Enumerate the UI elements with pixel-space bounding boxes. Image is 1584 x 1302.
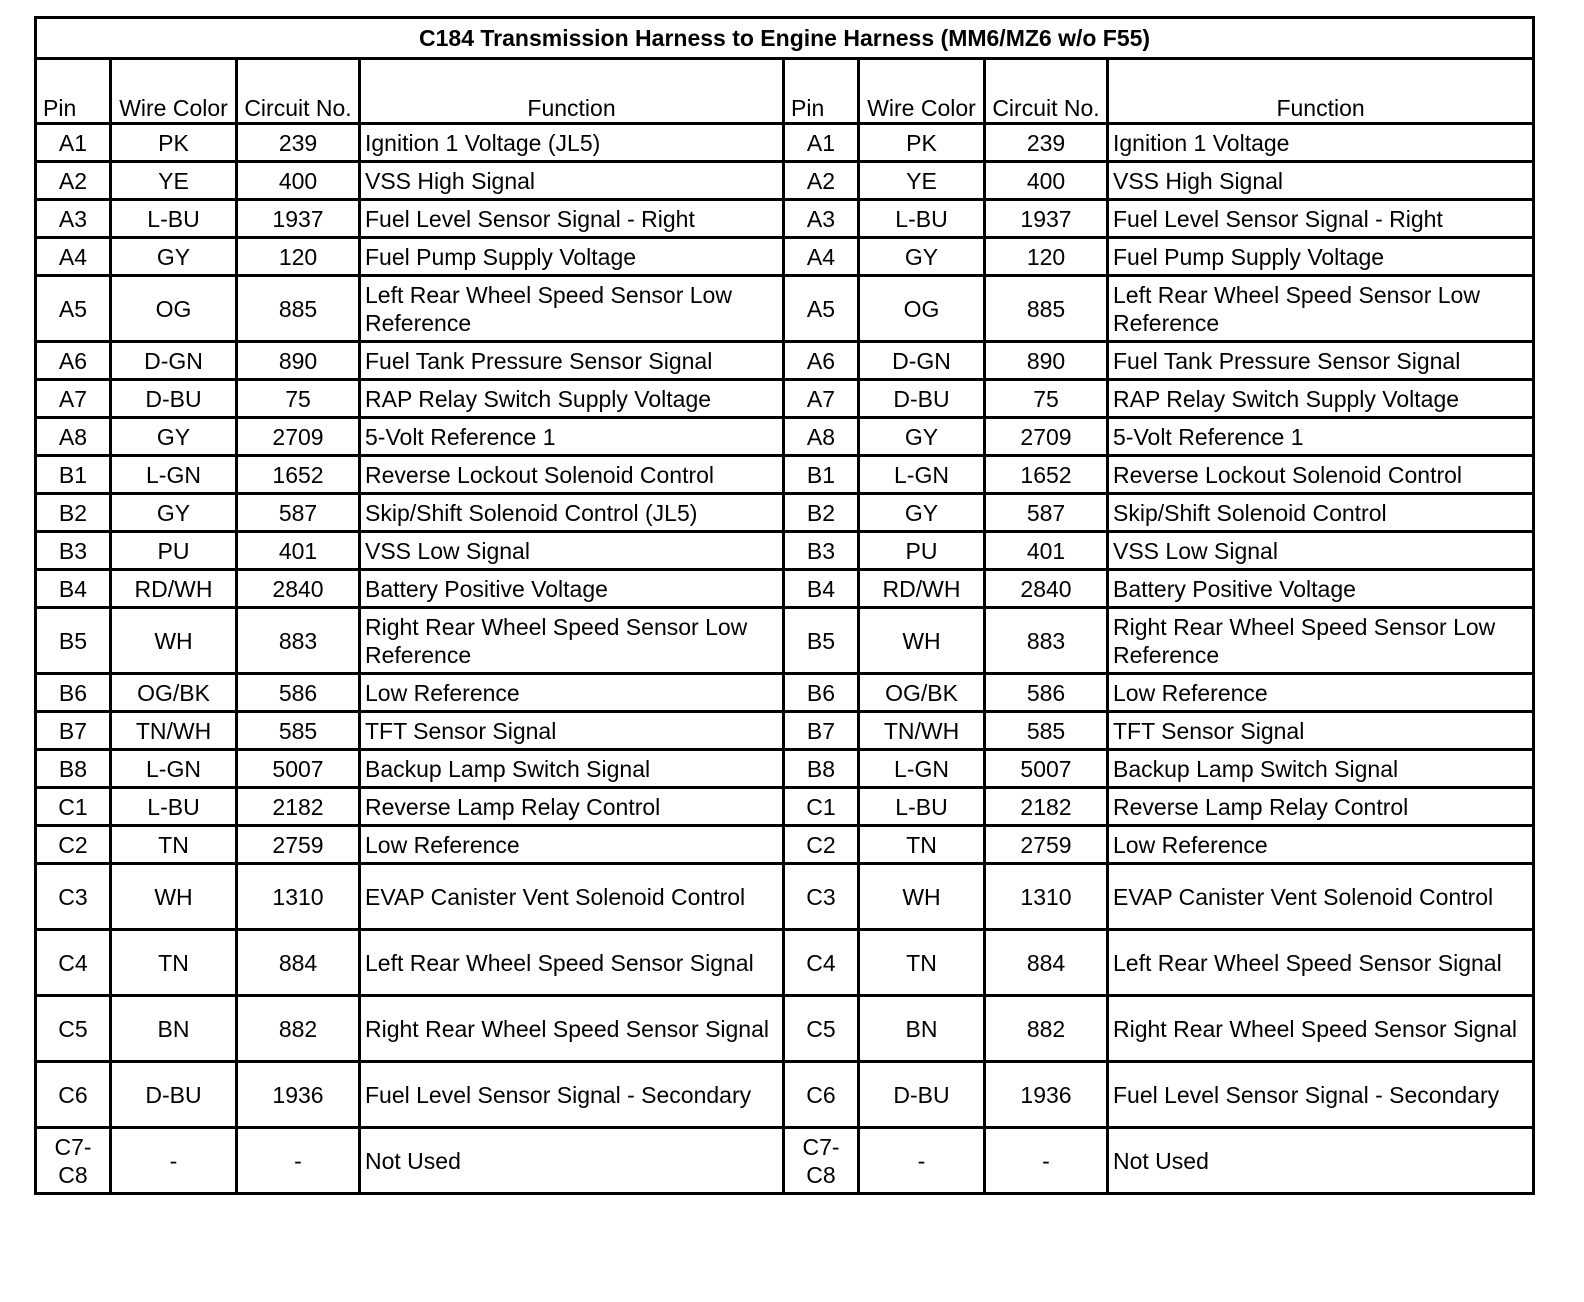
wire-color-cell-left: GY bbox=[111, 418, 237, 456]
function-cell-left: EVAP Canister Vent Solenoid Control bbox=[360, 864, 784, 930]
table-row bbox=[36, 788, 1534, 826]
function-cell-left: Battery Positive Voltage bbox=[360, 570, 784, 608]
pin-cell-left: A2 bbox=[36, 162, 111, 200]
table-title: C184 Transmission Harness to Engine Harness (MM6/MZ6 w/o F55) bbox=[36, 18, 1534, 59]
pin-cell-left: B3 bbox=[36, 532, 111, 570]
circuit-no-cell-left: 884 bbox=[237, 930, 360, 996]
circuit-no-cell-right: 1937 bbox=[985, 200, 1108, 238]
circuit-no-cell-left: 2840 bbox=[237, 570, 360, 608]
function-cell-right: Reverse Lamp Relay Control bbox=[1108, 788, 1534, 826]
pin-cell-right: A1 bbox=[784, 124, 859, 162]
pin-cell-right: A8 bbox=[784, 418, 859, 456]
wire-color-cell-right: D-BU bbox=[859, 380, 985, 418]
pin-cell-left: A4 bbox=[36, 238, 111, 276]
circuit-no-cell-right: 585 bbox=[985, 712, 1108, 750]
pin-cell-right: B1 bbox=[784, 456, 859, 494]
pin-cell-left: A5 bbox=[36, 276, 111, 342]
circuit-no-cell-left: 1936 bbox=[237, 1062, 360, 1128]
wire-color-cell-left: D-BU bbox=[111, 380, 237, 418]
wire-color-cell-right: YE bbox=[859, 162, 985, 200]
pin-cell-left: B8 bbox=[36, 750, 111, 788]
header-function-right: Function bbox=[1108, 59, 1534, 124]
circuit-no-cell-left: 400 bbox=[237, 162, 360, 200]
wire-color-cell-left: BN bbox=[111, 996, 237, 1062]
circuit-no-cell-right: 120 bbox=[985, 238, 1108, 276]
table-row bbox=[36, 712, 1534, 750]
pin-cell-right: A6 bbox=[784, 342, 859, 380]
function-cell-left: Skip/Shift Solenoid Control (JL5) bbox=[360, 494, 784, 532]
pin-cell-right: C6 bbox=[784, 1062, 859, 1128]
wire-color-cell-right: WH bbox=[859, 608, 985, 674]
wire-color-cell-left: PU bbox=[111, 532, 237, 570]
wire-color-cell-left: OG bbox=[111, 276, 237, 342]
wire-color-cell-left: D-BU bbox=[111, 1062, 237, 1128]
pin-cell-left: B5 bbox=[36, 608, 111, 674]
function-cell-left: Fuel Level Sensor Signal - Right bbox=[360, 200, 784, 238]
table-row bbox=[36, 930, 1534, 996]
circuit-no-cell-right: 1310 bbox=[985, 864, 1108, 930]
wire-color-cell-right: L-BU bbox=[859, 200, 985, 238]
pin-cell-left: B2 bbox=[36, 494, 111, 532]
pin-cell-left: C3 bbox=[36, 864, 111, 930]
pin-cell-left: C1 bbox=[36, 788, 111, 826]
wire-color-cell-right: GY bbox=[859, 494, 985, 532]
function-cell-right: TFT Sensor Signal bbox=[1108, 712, 1534, 750]
pin-cell-right: C2 bbox=[784, 826, 859, 864]
function-cell-left: 5-Volt Reference 1 bbox=[360, 418, 784, 456]
table-row bbox=[36, 494, 1534, 532]
connector-table bbox=[34, 16, 1535, 1195]
pin-cell-right: C7-C8 bbox=[784, 1128, 859, 1194]
pin-cell-right: C5 bbox=[784, 996, 859, 1062]
pin-cell-left: A1 bbox=[36, 124, 111, 162]
wire-color-cell-left: GY bbox=[111, 238, 237, 276]
pin-cell-right: A2 bbox=[784, 162, 859, 200]
wire-color-cell-right: OG/BK bbox=[859, 674, 985, 712]
wire-color-cell-left: WH bbox=[111, 864, 237, 930]
pin-cell-right: B2 bbox=[784, 494, 859, 532]
function-cell-right: Low Reference bbox=[1108, 674, 1534, 712]
wire-color-cell-right: PK bbox=[859, 124, 985, 162]
circuit-no-cell-left: 587 bbox=[237, 494, 360, 532]
wire-color-cell-left: L-BU bbox=[111, 200, 237, 238]
circuit-no-cell-right: - bbox=[985, 1128, 1108, 1194]
wire-color-cell-right: D-BU bbox=[859, 1062, 985, 1128]
wire-color-cell-left: WH bbox=[111, 608, 237, 674]
pin-cell-left: A7 bbox=[36, 380, 111, 418]
function-cell-left: Fuel Pump Supply Voltage bbox=[360, 238, 784, 276]
table-row bbox=[36, 124, 1534, 162]
pin-cell-right: A3 bbox=[784, 200, 859, 238]
wire-color-cell-left: OG/BK bbox=[111, 674, 237, 712]
table-row bbox=[36, 674, 1534, 712]
table-row bbox=[36, 532, 1534, 570]
function-cell-left: VSS Low Signal bbox=[360, 532, 784, 570]
circuit-no-cell-right: 75 bbox=[985, 380, 1108, 418]
pin-cell-left: B1 bbox=[36, 456, 111, 494]
function-cell-left: Right Rear Wheel Speed Sensor Low Reference bbox=[360, 608, 784, 674]
circuit-no-cell-left: 883 bbox=[237, 608, 360, 674]
circuit-no-cell-left: 1310 bbox=[237, 864, 360, 930]
pin-cell-left: A6 bbox=[36, 342, 111, 380]
circuit-no-cell-left: - bbox=[237, 1128, 360, 1194]
wire-color-cell-right: D-GN bbox=[859, 342, 985, 380]
pin-cell-left: C6 bbox=[36, 1062, 111, 1128]
table-row bbox=[36, 1062, 1534, 1128]
wire-color-cell-right: - bbox=[859, 1128, 985, 1194]
function-cell-left: Backup Lamp Switch Signal bbox=[360, 750, 784, 788]
pin-cell-left: B4 bbox=[36, 570, 111, 608]
function-cell-left: TFT Sensor Signal bbox=[360, 712, 784, 750]
wire-color-cell-left: - bbox=[111, 1128, 237, 1194]
circuit-no-cell-left: 120 bbox=[237, 238, 360, 276]
wire-color-cell-left: YE bbox=[111, 162, 237, 200]
wire-color-cell-left: GY bbox=[111, 494, 237, 532]
wire-color-cell-left: TN bbox=[111, 930, 237, 996]
circuit-no-cell-left: 586 bbox=[237, 674, 360, 712]
circuit-no-cell-left: 882 bbox=[237, 996, 360, 1062]
pin-cell-left: B7 bbox=[36, 712, 111, 750]
pin-cell-right: A4 bbox=[784, 238, 859, 276]
circuit-no-cell-left: 401 bbox=[237, 532, 360, 570]
circuit-no-cell-right: 885 bbox=[985, 276, 1108, 342]
circuit-no-cell-left: 585 bbox=[237, 712, 360, 750]
function-cell-left: Right Rear Wheel Speed Sensor Signal bbox=[360, 996, 784, 1062]
function-cell-right: Reverse Lockout Solenoid Control bbox=[1108, 456, 1534, 494]
circuit-no-cell-right: 239 bbox=[985, 124, 1108, 162]
circuit-no-cell-left: 75 bbox=[237, 380, 360, 418]
function-cell-left: Fuel Level Sensor Signal - Secondary bbox=[360, 1062, 784, 1128]
wire-color-cell-left: TN bbox=[111, 826, 237, 864]
circuit-no-cell-left: 239 bbox=[237, 124, 360, 162]
pin-cell-right: B5 bbox=[784, 608, 859, 674]
wire-color-cell-right: GY bbox=[859, 238, 985, 276]
header-circuit-no-left: Circuit No. bbox=[237, 59, 360, 124]
function-cell-right: Right Rear Wheel Speed Sensor Low Reference bbox=[1108, 608, 1534, 674]
wire-color-cell-right: TN bbox=[859, 930, 985, 996]
pin-cell-right: B3 bbox=[784, 532, 859, 570]
table-row bbox=[36, 200, 1534, 238]
circuit-no-cell-left: 885 bbox=[237, 276, 360, 342]
pin-cell-left: C4 bbox=[36, 930, 111, 996]
pin-cell-right: B7 bbox=[784, 712, 859, 750]
function-cell-right: Left Rear Wheel Speed Sensor Low Reference bbox=[1108, 276, 1534, 342]
wire-color-cell-right: L-GN bbox=[859, 456, 985, 494]
function-cell-left: Low Reference bbox=[360, 826, 784, 864]
pin-cell-left: C7-C8 bbox=[36, 1128, 111, 1194]
function-cell-right: Left Rear Wheel Speed Sensor Signal bbox=[1108, 930, 1534, 996]
table-row bbox=[36, 162, 1534, 200]
table-row bbox=[36, 456, 1534, 494]
wire-color-cell-right: WH bbox=[859, 864, 985, 930]
circuit-no-cell-left: 1937 bbox=[237, 200, 360, 238]
function-cell-right: VSS High Signal bbox=[1108, 162, 1534, 200]
function-cell-right: Fuel Level Sensor Signal - Right bbox=[1108, 200, 1534, 238]
function-cell-left: VSS High Signal bbox=[360, 162, 784, 200]
header-pin-left: Pin bbox=[36, 59, 111, 124]
wire-color-cell-right: PU bbox=[859, 532, 985, 570]
function-cell-right: Skip/Shift Solenoid Control bbox=[1108, 494, 1534, 532]
wire-color-cell-right: OG bbox=[859, 276, 985, 342]
table-row bbox=[36, 342, 1534, 380]
header-row bbox=[36, 59, 1534, 124]
header-function-left: Function bbox=[360, 59, 784, 124]
wire-color-cell-left: L-BU bbox=[111, 788, 237, 826]
table-row bbox=[36, 238, 1534, 276]
circuit-no-cell-right: 884 bbox=[985, 930, 1108, 996]
pin-cell-right: C3 bbox=[784, 864, 859, 930]
function-cell-left: Fuel Tank Pressure Sensor Signal bbox=[360, 342, 784, 380]
table-row bbox=[36, 418, 1534, 456]
wire-color-cell-left: D-GN bbox=[111, 342, 237, 380]
function-cell-right: Fuel Level Sensor Signal - Secondary bbox=[1108, 1062, 1534, 1128]
function-cell-right: Low Reference bbox=[1108, 826, 1534, 864]
circuit-no-cell-right: 1936 bbox=[985, 1062, 1108, 1128]
header-wire-color-right: Wire Color bbox=[859, 59, 985, 124]
function-cell-right: EVAP Canister Vent Solenoid Control bbox=[1108, 864, 1534, 930]
wire-color-cell-left: PK bbox=[111, 124, 237, 162]
pin-cell-right: A7 bbox=[784, 380, 859, 418]
table-body bbox=[36, 124, 1534, 1194]
function-cell-right: Right Rear Wheel Speed Sensor Signal bbox=[1108, 996, 1534, 1062]
function-cell-left: Left Rear Wheel Speed Sensor Low Reference bbox=[360, 276, 784, 342]
circuit-no-cell-left: 2759 bbox=[237, 826, 360, 864]
function-cell-right: 5-Volt Reference 1 bbox=[1108, 418, 1534, 456]
circuit-no-cell-left: 2709 bbox=[237, 418, 360, 456]
circuit-no-cell-right: 2759 bbox=[985, 826, 1108, 864]
wire-color-cell-right: TN/WH bbox=[859, 712, 985, 750]
wire-color-cell-left: RD/WH bbox=[111, 570, 237, 608]
function-cell-left: Left Rear Wheel Speed Sensor Signal bbox=[360, 930, 784, 996]
function-cell-left: Ignition 1 Voltage (JL5) bbox=[360, 124, 784, 162]
table-row bbox=[36, 608, 1534, 674]
pin-cell-right: B4 bbox=[784, 570, 859, 608]
pin-cell-left: C2 bbox=[36, 826, 111, 864]
circuit-no-cell-right: 400 bbox=[985, 162, 1108, 200]
circuit-no-cell-left: 5007 bbox=[237, 750, 360, 788]
wire-color-cell-right: TN bbox=[859, 826, 985, 864]
pin-cell-left: A3 bbox=[36, 200, 111, 238]
function-cell-left: Not Used bbox=[360, 1128, 784, 1194]
function-cell-right: Ignition 1 Voltage bbox=[1108, 124, 1534, 162]
wire-color-cell-right: L-GN bbox=[859, 750, 985, 788]
table-row bbox=[36, 276, 1534, 342]
function-cell-left: Low Reference bbox=[360, 674, 784, 712]
wire-color-cell-left: TN/WH bbox=[111, 712, 237, 750]
circuit-no-cell-right: 882 bbox=[985, 996, 1108, 1062]
function-cell-right: Fuel Tank Pressure Sensor Signal bbox=[1108, 342, 1534, 380]
function-cell-left: Reverse Lamp Relay Control bbox=[360, 788, 784, 826]
circuit-no-cell-left: 1652 bbox=[237, 456, 360, 494]
header-wire-color-left: Wire Color bbox=[111, 59, 237, 124]
function-cell-right: Backup Lamp Switch Signal bbox=[1108, 750, 1534, 788]
table-row bbox=[36, 570, 1534, 608]
circuit-no-cell-right: 5007 bbox=[985, 750, 1108, 788]
function-cell-left: Reverse Lockout Solenoid Control bbox=[360, 456, 784, 494]
table-row bbox=[36, 826, 1534, 864]
table-row bbox=[36, 996, 1534, 1062]
wire-color-cell-left: L-GN bbox=[111, 456, 237, 494]
circuit-no-cell-right: 401 bbox=[985, 532, 1108, 570]
table-row bbox=[36, 864, 1534, 930]
circuit-no-cell-right: 890 bbox=[985, 342, 1108, 380]
function-cell-left: RAP Relay Switch Supply Voltage bbox=[360, 380, 784, 418]
circuit-no-cell-right: 1652 bbox=[985, 456, 1108, 494]
pin-cell-left: A8 bbox=[36, 418, 111, 456]
circuit-no-cell-right: 587 bbox=[985, 494, 1108, 532]
pin-cell-left: C5 bbox=[36, 996, 111, 1062]
wire-color-cell-right: RD/WH bbox=[859, 570, 985, 608]
function-cell-right: Battery Positive Voltage bbox=[1108, 570, 1534, 608]
circuit-no-cell-right: 586 bbox=[985, 674, 1108, 712]
function-cell-right: VSS Low Signal bbox=[1108, 532, 1534, 570]
circuit-no-cell-right: 2840 bbox=[985, 570, 1108, 608]
pin-cell-right: B8 bbox=[784, 750, 859, 788]
pin-cell-right: B6 bbox=[784, 674, 859, 712]
wire-color-cell-left: L-GN bbox=[111, 750, 237, 788]
wire-color-cell-right: L-BU bbox=[859, 788, 985, 826]
circuit-no-cell-right: 2182 bbox=[985, 788, 1108, 826]
circuit-no-cell-right: 883 bbox=[985, 608, 1108, 674]
function-cell-right: RAP Relay Switch Supply Voltage bbox=[1108, 380, 1534, 418]
header-circuit-no-right: Circuit No. bbox=[985, 59, 1108, 124]
circuit-no-cell-left: 2182 bbox=[237, 788, 360, 826]
pin-cell-left: B6 bbox=[36, 674, 111, 712]
table-row bbox=[36, 1128, 1534, 1194]
pin-cell-right: C4 bbox=[784, 930, 859, 996]
header-pin-right: Pin bbox=[784, 59, 859, 124]
function-cell-right: Not Used bbox=[1108, 1128, 1534, 1194]
pin-cell-right: A5 bbox=[784, 276, 859, 342]
pin-cell-right: C1 bbox=[784, 788, 859, 826]
circuit-no-cell-right: 2709 bbox=[985, 418, 1108, 456]
function-cell-right: Fuel Pump Supply Voltage bbox=[1108, 238, 1534, 276]
wire-color-cell-right: GY bbox=[859, 418, 985, 456]
circuit-no-cell-left: 890 bbox=[237, 342, 360, 380]
table-row bbox=[36, 380, 1534, 418]
table-row bbox=[36, 750, 1534, 788]
wire-color-cell-right: BN bbox=[859, 996, 985, 1062]
